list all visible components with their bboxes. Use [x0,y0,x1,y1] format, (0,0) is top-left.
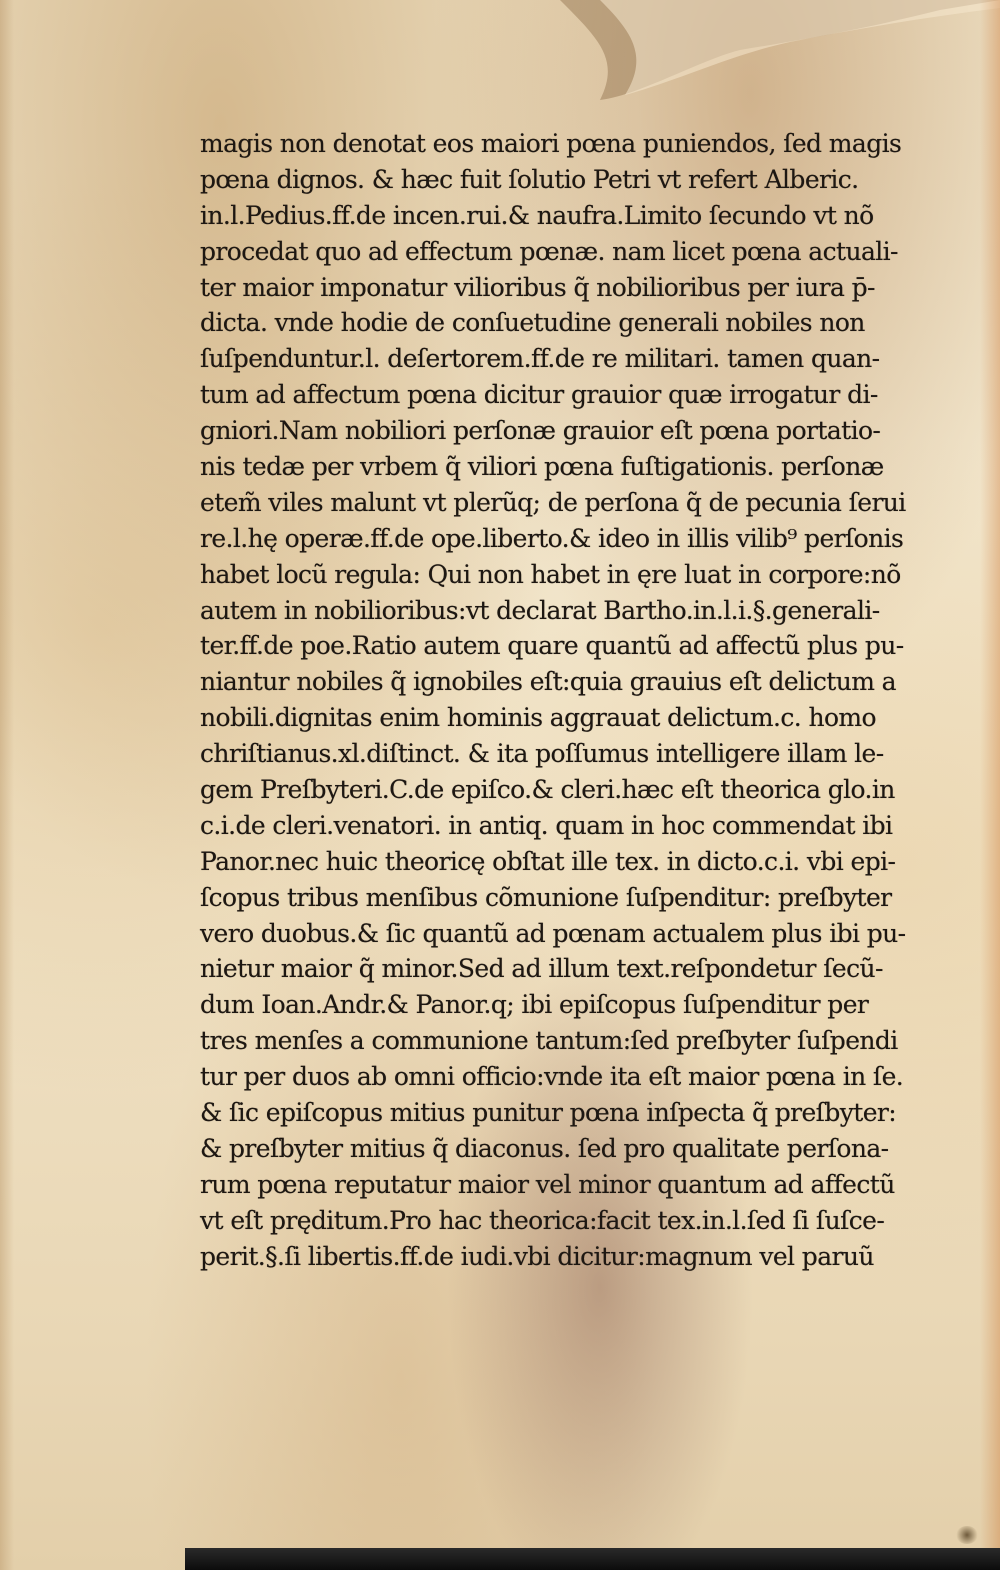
text-line: perit.§.ſi libertis.ff.de iudi.vbi dicitur:magnum vel paruũ [200,1241,874,1271]
text-line: ſuſpenduntur.l. deſertorem.ff.de re militari. tamen quan- [200,344,880,374]
text-line: Panor.nec huic theoricę obſtat ille tex. in dicto.c.i. vbi epi- [200,846,896,876]
scan-bottom-edge [185,1548,1000,1570]
text-line: niantur nobiles q̃ ignobiles eſt:quia grauius eſt delictum a [200,667,896,697]
text-line: in.l.Pedius.ff.de incen.rui.& naufra.Limito ſecundo vt nõ [200,200,874,230]
text-line: re.l.hę operæ.ff.de ope.liberto.& ideo in illis vilib⁹ perſonis [200,523,904,553]
text-line: nietur maior q̃ minor.Sed ad illum text.reſpondetur ſecũ- [200,954,883,984]
text-line: rum pœna reputatur maior vel minor quantum ad affectũ [200,1169,895,1199]
text-line: habet locũ regula: Qui non habet in ęre luat in corpore:nõ [200,559,901,589]
text-line: ter.ff.de poe.Ratio autem quare quantũ ad affectũ plus pu- [200,631,904,661]
text-line: procedat quo ad effectum pœnæ. nam licet pœna actuali- [200,236,898,266]
text-line: gniori.Nam nobiliori perſonæ grauior eſt pœna portatio- [200,416,881,446]
body-text [200,126,935,1275]
text-line: chriſtianus.xl.diſtinct. & ita poſſumus intelligere illam le- [200,739,884,769]
text-line: nobili.dignitas enim hominis aggrauat delictum.c. homo [200,703,876,733]
text-line: c.i.de cleri.venatori. in antiq. quam in hoc commendat ibi [200,810,893,840]
text-line: autem in nobilioribus:vt declarat Bartho.in.l.i.§.generali- [200,595,880,625]
text-line: vt eſt pręditum.Pro hac theorica:facit tex.in.l.ſed ſi ſuſce- [200,1205,885,1235]
text-line: tres menſes a communione tantum:ſed preſbyter ſuſpendi [200,1026,898,1056]
text-line: & ſic epiſcopus mitius punitur pœna inſpecta q̃ preſbyter: [200,1098,897,1128]
left-edge-shadow [0,0,14,1570]
text-line: pœna dignos. & hæc fuit ſolutio Petri vt refert Alberic. [200,164,859,194]
text-line: ter maior imponatur vilioribus q̃ nobilioribus per iura p̄- [200,272,875,302]
right-edge-stain [980,0,1000,1570]
text-line: dicta. vnde hodie de conſuetudine generali nobiles non [200,308,865,338]
text-line: nis tedæ per vrbem q̃ viliori pœna fuſtigationis. perſonæ [200,452,884,482]
text-line: tur per duos ab omni officio:vnde ita eſt maior pœna in ſe. [200,1062,904,1092]
text-line: tum ad affectum pœna dicitur grauior quæ irrogatur di- [200,380,878,410]
text-line: magis non denotat eos maiori pœna puniendos, ſed magis [200,129,902,158]
text-line: etem̃ viles malunt vt plerũq; de perſona q̃ de pecunia ſerui [200,487,906,517]
text-line: vero duobus.& ſic quantũ ad pœnam actualem plus ibi pu- [200,918,906,948]
text-line: & preſbyter mitius q̃ diaconus. ſed pro qualitate perſona- [200,1133,889,1163]
text-line: gem Preſbyteri.C.de epiſco.& cleri.hæc eſt theorica glo.in [200,775,895,805]
ink-blot [956,1526,978,1544]
text-line: dum Ioan.Andr.& Panor.q; ibi epiſcopus ſuſpenditur per [200,990,869,1020]
text-line: ſcopus tribus menſibus cõmunione ſuſpenditur: preſbyter [200,882,892,912]
